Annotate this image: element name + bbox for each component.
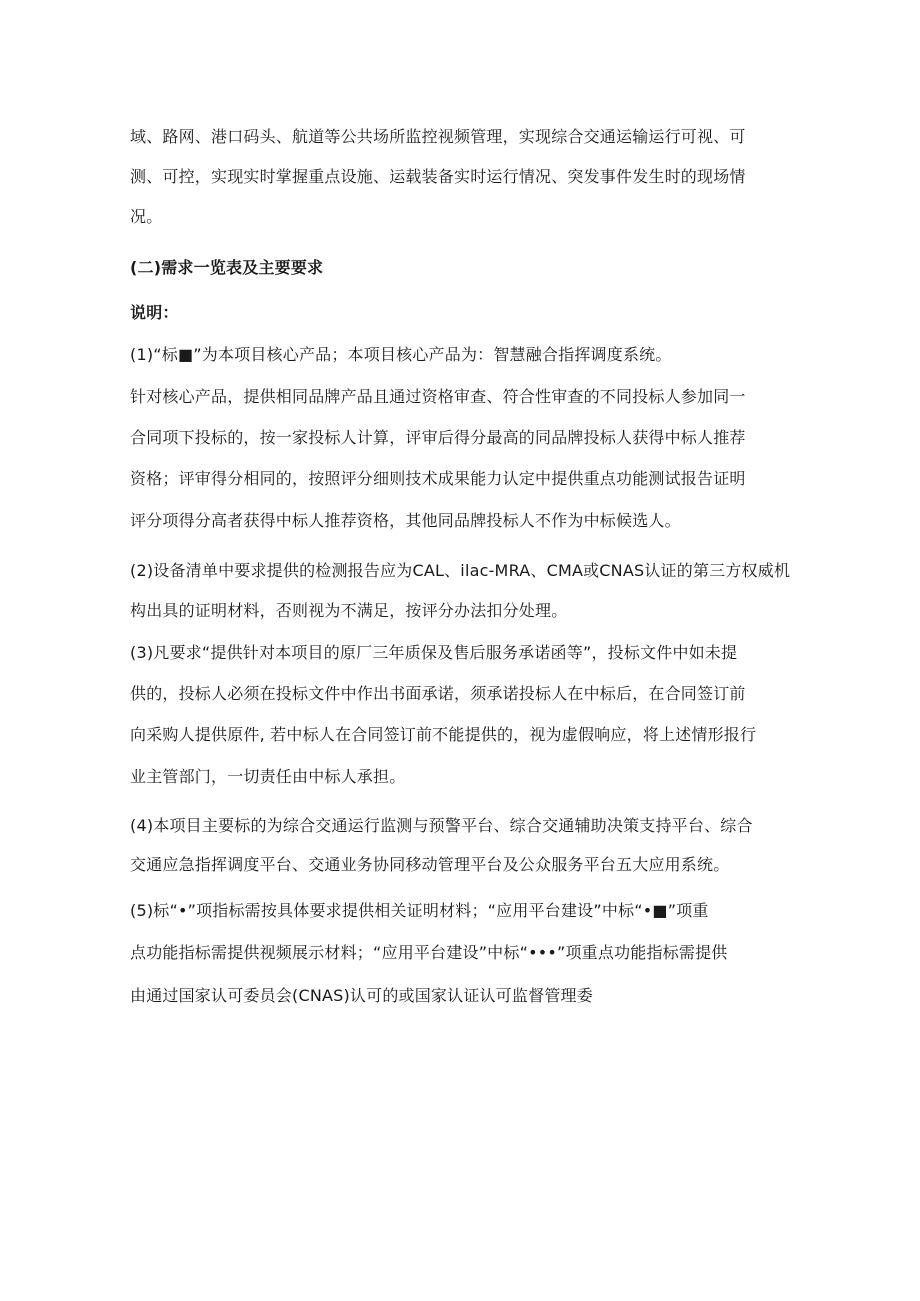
text-line: 域、路网、港口码头、航道等公共场所监控视频管理，实现综合交通运输运行可视、可 [130, 127, 746, 146]
text-line: 资格；评审得分相同的，按照评分细则技术成果能力认定中提供重点功能测试报告证明 [130, 469, 746, 488]
text-line: (4)本项目主要标的为综合交通运行监测与预警平台、综合交通辅助决策支持平台、综合 [130, 816, 753, 835]
text-line: 点功能指标需提供视频展示材料；“应用平台建设”中标“•••”项重点功能指标需提供 [130, 943, 728, 962]
text-line: 况。 [130, 207, 163, 226]
text-line: 由通过国家认可委员会(CNAS)认可的或国家认证认可监督管理委 [130, 986, 593, 1005]
text-line: 交通应急指挥调度平台、交通业务协同移动管理平台及公众服务平台五大应用系统。 [130, 855, 730, 874]
text-line: 评分项得分高者获得中标人推荐资格，其他同品牌投标人不作为中标候选人。 [130, 511, 681, 530]
text-line: (1)“标■”为本项目核心产品；本项目核心产品为：智慧融合指挥调度系统。 [130, 345, 672, 364]
text-line: 供的，投标人必须在投标文件中作出书面承诺，须承诺投标人在中标后，在合同签订前 [130, 684, 746, 703]
text-line: (3)凡要求“提供针对本项目的原厂三年质保及售后服务承诺函等”，投标文件中如未提 [130, 643, 738, 662]
text-line: 测、可控，实现实时掌握重点设施、运载装备实时运行情况、突发事件发生时的现场情 [130, 167, 746, 186]
text-line: (2)设备清单中要求提供的检测报告应为CAL、ilac-MRA、CMA或CNAS认证的第三方权威机 [130, 561, 791, 580]
text-line: 向采购人提供原件, 若中标人在合同签订前不能提供的，视为虚假响应，将上述情形报行 [130, 725, 757, 744]
text-line: 业主管部门，一切责任由中标人承担。 [130, 767, 406, 786]
text-line: 构出具的证明材料，否则视为不满足，按评分办法扣分处理。 [130, 601, 568, 620]
text-line: 针对核心产品，提供相同品牌产品且通过资格审查、符合性审查的不同投标人参加同一 [130, 387, 746, 406]
text-line: 合同项下投标的，按一家投标人计算，评审后得分最高的同品牌投标人获得中标人推荐 [130, 428, 746, 447]
section-heading: (二)需求一览表及主要要求 [130, 258, 324, 277]
text-line: (5)标“•”项指标需按具体要求提供相关证明材料；“应用平台建设”中标“•■”项重 [130, 901, 709, 920]
note-heading: 说明： [130, 303, 179, 322]
